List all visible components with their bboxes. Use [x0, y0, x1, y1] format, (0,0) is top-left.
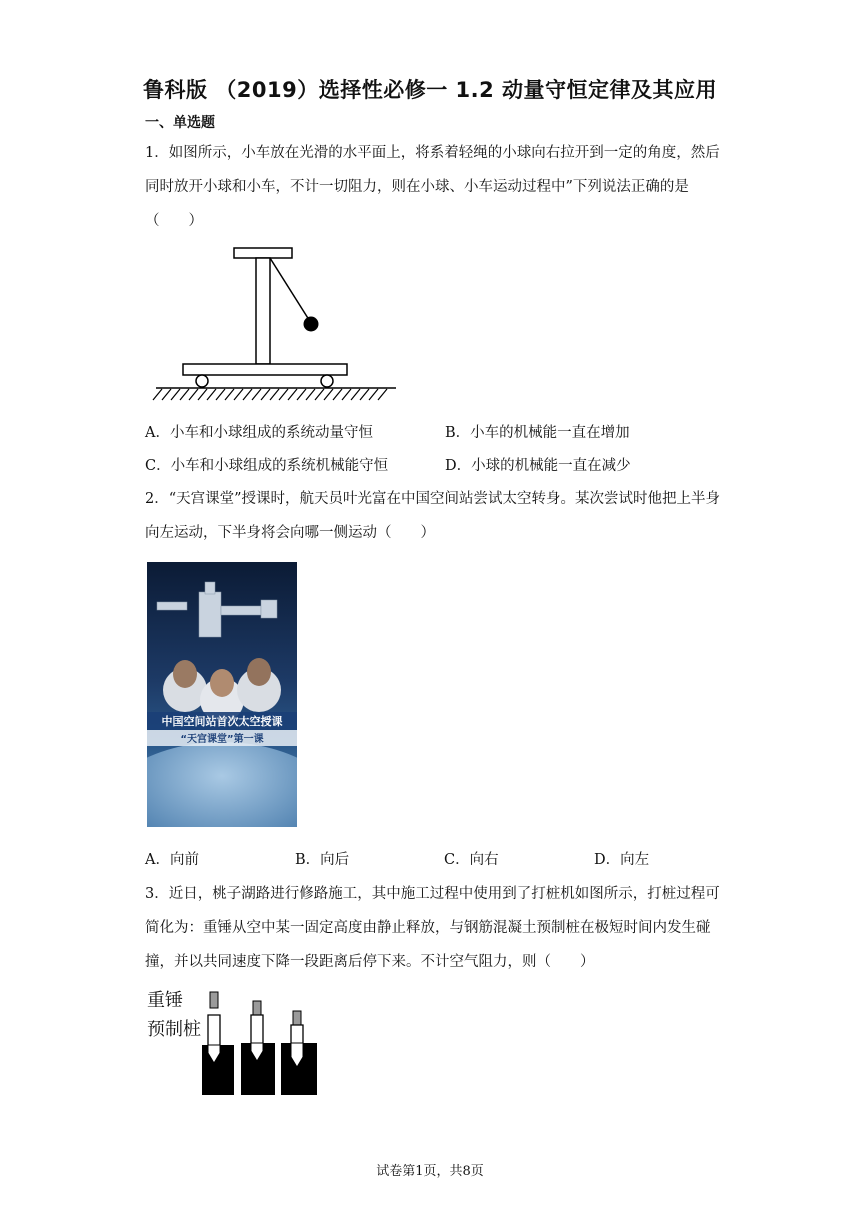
pile-driver-figure: [147, 985, 327, 1100]
cart-platform: [183, 364, 347, 375]
q1-option-d[interactable]: D．小球的机械能一直在减少: [445, 458, 631, 474]
vertical-post: [256, 258, 270, 364]
question-1-text: 1．如图所示，小车放在光滑的水平面上，将系着轻绳的小球向右拉开到一定的角度，然后同时放开小球和小车，不计一切阻力，则在小球、小车运动过程中”下列说法正确的是（ ）: [145, 145, 720, 229]
tiangong-poster-image: [147, 562, 297, 827]
q2-option-b[interactable]: B．向后: [295, 852, 350, 868]
hammer-stage-1: [210, 992, 218, 1008]
cart-pendulum-figure: [150, 240, 410, 410]
question-3-text: 3．近日，桃子湖路进行修路施工，其中施工过程中使用到了打桩机如图所示，打桩过程可简化为：重锤从空中某一固定高度由静止释放，与钢筋混凝土预制桩在极短时间内发生碰撞，并以共同速度下降一段距离后停下来。不计空气阻力，则（ ）: [145, 886, 720, 970]
q2-option-c[interactable]: C．向右: [444, 852, 499, 868]
section-heading: 一、单选题: [145, 115, 215, 131]
label-pile: 预制桩: [147, 1019, 201, 1040]
q1-option-a[interactable]: A．小车和小球组成的系统动量守恒: [145, 425, 373, 441]
question-2-text: 2．“天宫课堂”授课时，航天员叶光富在中国空间站尝试太空转身。某次尝试时他把上半身向左运动，下半身将会向哪一侧运动（ ）: [145, 491, 721, 541]
poster-line-2: “天宫课堂”第一课: [180, 734, 264, 745]
string: [270, 258, 311, 323]
q1-option-c[interactable]: C．小车和小球组成的系统机械能守恒: [145, 458, 389, 474]
poster-line-1: 中国空间站首次太空授课: [161, 715, 283, 728]
earth: [147, 742, 297, 827]
q2-option-d[interactable]: D．向左: [594, 852, 650, 868]
q2-option-a[interactable]: A．向前: [145, 852, 199, 868]
right-wheel: [321, 375, 333, 387]
ball: [304, 317, 319, 332]
hammer-stage-2: [253, 1001, 261, 1015]
left-wheel: [196, 375, 208, 387]
label-hammer: 重锤: [147, 990, 183, 1011]
page-footer: 试卷第1页，共8页: [376, 1164, 484, 1179]
hammer-stage-3: [293, 1011, 301, 1025]
q1-option-b[interactable]: B．小车的机械能一直在增加: [445, 425, 630, 441]
page-title: 鲁科版 （2019）选择性必修一 1.2 动量守恒定律及其应用: [142, 78, 718, 102]
crossbar: [234, 248, 292, 258]
ground-hatching: [153, 389, 387, 400]
